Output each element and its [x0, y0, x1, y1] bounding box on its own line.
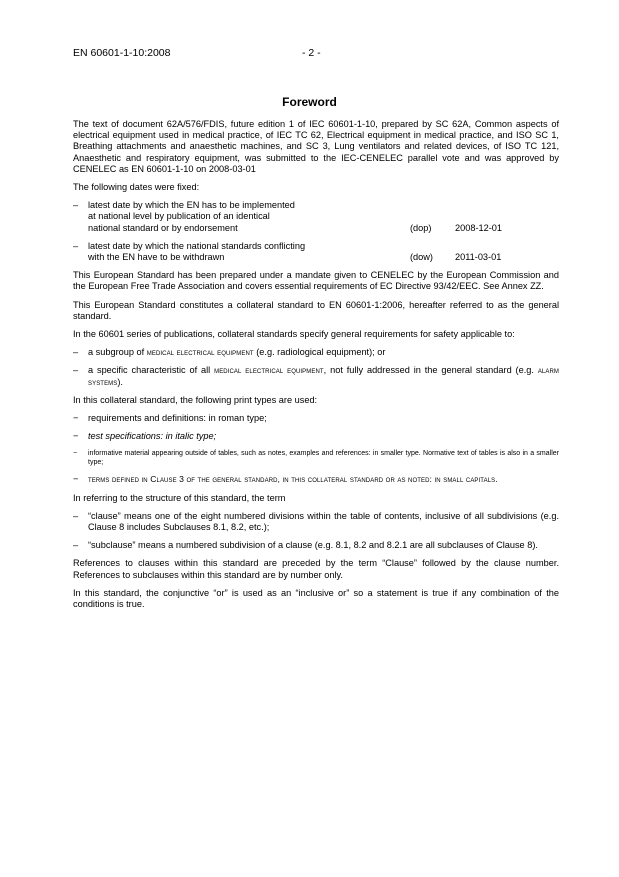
page-title: Foreword: [282, 95, 337, 109]
document-id: EN 60601-1-10:2008: [73, 47, 171, 59]
print-type-small: [73, 449, 559, 467]
date-line: latest date by which the national standards conflicting: [88, 240, 306, 251]
date-abbreviation: (dow): [410, 252, 433, 263]
text-run: a specific characteristic of all: [88, 365, 215, 376]
page-number: - 2 -: [302, 47, 321, 59]
date-value: 2011-03-01: [455, 252, 502, 263]
defined-term: medical electrical equipment: [146, 347, 254, 358]
references-paragraph: References to clauses within this standard are preceded by the term “Clause” followed by the clause number. References to subclauses within this standard are by number only.: [73, 558, 559, 580]
date-item-text: [88, 241, 343, 263]
minus-mark: −: [73, 413, 79, 424]
defined-term: medical electrical equipment: [214, 365, 324, 376]
series-item-subgroup: [73, 347, 559, 358]
dash-mark: –: [73, 347, 79, 358]
dates-intro: The following dates were fixed:: [73, 182, 200, 193]
date-value: 2008-12-01: [455, 222, 502, 233]
text-run: terms defined in Clause 3 of the general standard, in this collateral standard or as noted: in small capitals.: [88, 474, 498, 485]
mandate-paragraph: This European Standard has been prepared under a mandate given to CENELEC by the European Commission and the European Free Trade Association and covers essential requirements of EC Directive 93/42/EEC. See Annex ZZ.: [73, 270, 559, 292]
text-run: (e.g. radiological equipment); or: [253, 347, 386, 358]
date-abbreviation: (dop): [410, 222, 432, 233]
text-run: informative material appearing outside of tables, such as notes, examples and references: in smaller type. Normative text of tables is also in a smaller type;: [88, 450, 559, 467]
series-item-characteristic: [73, 365, 559, 387]
inclusive-or-paragraph: In this standard, the conjunctive “or” is used as an “inclusive or” so a statement is true if any combination of the conditions is true.: [73, 587, 559, 610]
date-item-text: [88, 200, 343, 234]
date-item-dop: [73, 200, 559, 234]
date-line: national standard or by endorsement: [88, 222, 238, 233]
structure-item-subclause: [73, 540, 559, 551]
defined-term: alarm systems: [88, 365, 559, 387]
dash-mark: –: [73, 240, 79, 251]
structure-item-clause: [73, 511, 559, 533]
print-type-roman: [73, 413, 559, 424]
date-line: latest date by which the EN has to be implemented: [88, 200, 295, 211]
text-run: requirements and definitions: in roman type;: [88, 413, 267, 424]
print-type-italic: [73, 431, 559, 442]
text-run: test specifications: in italic type;: [88, 431, 217, 442]
structure-intro: In referring to the structure of this standard, the term: [73, 492, 286, 503]
minus-mark: −: [73, 431, 79, 442]
date-line: at national level by publication of an identical: [88, 211, 270, 222]
dash-mark: –: [73, 510, 79, 521]
minus-mark: −: [73, 474, 79, 485]
print-type-terms: [73, 474, 559, 485]
intro-paragraph: The text of document 62A/576/FDIS, future edition 1 of IEC 60601-1-10, prepared by SC 62A, Common aspects of electrical equipment used in medical practice, of IEC TC 62, Electrical equipment in medical practice, and ISO SC 1, Breathing attachments and anaesthetic machines, and SC 3, Lung ventilators and related devices, of ISO TC 121, Anaesthetic and respiratory equipment, was submitted to the IEC-CENELEC parallel vote and was approved by CENELEC as EN 60601-1-10 on 2008-03-01: [73, 119, 559, 174]
text-run: , not fully addressed in the general standard (e.g.: [323, 365, 538, 376]
text-run: “subclause” means a numbered subdivision of a clause (e.g. 8.1, 8.2 and 8.2.1 are all subclauses of Clause 8).: [88, 540, 538, 551]
collateral-paragraph: This European Standard constitutes a collateral standard to EN 60601-1:2006, hereafter referred to as the general standard.: [73, 299, 559, 321]
dash-mark: –: [73, 540, 79, 551]
text-run: a subgroup of: [88, 347, 147, 358]
dash-mark: –: [73, 365, 79, 376]
text-run: ).: [117, 376, 123, 387]
series-paragraph: In the 60601 series of publications, collateral standards specify general requirements for safety applicable to:: [73, 329, 515, 340]
print-types-intro: In this collateral standard, the following print types are used:: [73, 394, 318, 405]
text-run: “clause” means one of the eight numbered divisions within the table of contents, inclusive of all subdivisions (e.g. Clause 8 includes Subclauses 8.1, 8.2, etc.);: [88, 510, 559, 533]
document-body: [73, 119, 559, 617]
date-line: with the EN have to be withdrawn: [88, 252, 225, 263]
dash-mark: –: [73, 200, 79, 211]
date-item-dow: [73, 241, 559, 263]
minus-mark: −: [73, 450, 78, 458]
